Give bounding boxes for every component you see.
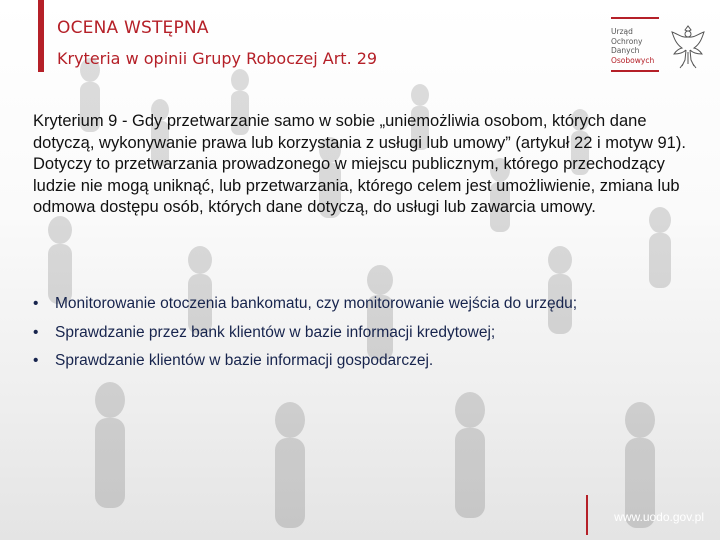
criterion-paragraph xyxy=(33,111,705,219)
criterion-description: - Gdy przetwarzanie samo w sobie „uniemożliwia osobom, których dane dotyczą, wykonywanie prawa lub korzystania z usługi lub umowy” (artykuł 22 i motyw 91). Dotyczy to przetwarzania prowadzonego w miejscu publicznym, którego przechodzący ludzie nie mogą uniknąć, lub przetwarzania, którego celem jest umożliwienie, zmiana lub odmowa dostępu osób, których dane dotyczą, do usługi lub zawarcia umowy. xyxy=(33,112,686,217)
slide-title: OCENA WSTĘPNA xyxy=(57,18,209,38)
list-item xyxy=(33,294,705,323)
logo-line-2: Ochrony xyxy=(611,36,643,46)
list-item-text: Sprawdzanie klientów w bazie informacji gospodarczej. xyxy=(55,352,434,369)
logo-bottom-rule xyxy=(611,70,659,72)
logo-line-4: Osobowych xyxy=(611,55,655,65)
slide-subtitle: Kryteria w opinii Grupy Roboczej Art. 29 xyxy=(57,49,378,68)
bullet-dot: • xyxy=(33,295,39,312)
list-item xyxy=(33,351,705,380)
criterion-label: Kryterium 9 xyxy=(33,112,118,130)
list-item xyxy=(33,323,705,352)
list-item-text: Sprawdzanie przez bank klientów w bazie informacji kredytowej; xyxy=(55,323,496,341)
logo-line-3: Danych xyxy=(611,46,640,55)
title-accent-bar xyxy=(38,0,44,72)
polish-eagle-icon xyxy=(668,24,708,70)
bullet-dot: • xyxy=(33,352,39,369)
logo-top-rule xyxy=(611,17,659,19)
logo-wordmark xyxy=(611,27,673,65)
logo-line-1: Urząd xyxy=(611,27,633,36)
footer-website: www.uodo.gov.pl xyxy=(614,510,704,524)
footer-accent-line xyxy=(586,495,588,535)
examples-list xyxy=(33,294,705,380)
bullet-dot: • xyxy=(33,323,39,341)
list-item-text: Monitorowanie otoczenia bankomatu, czy monitorowanie wejścia do urzędu; xyxy=(55,295,578,312)
